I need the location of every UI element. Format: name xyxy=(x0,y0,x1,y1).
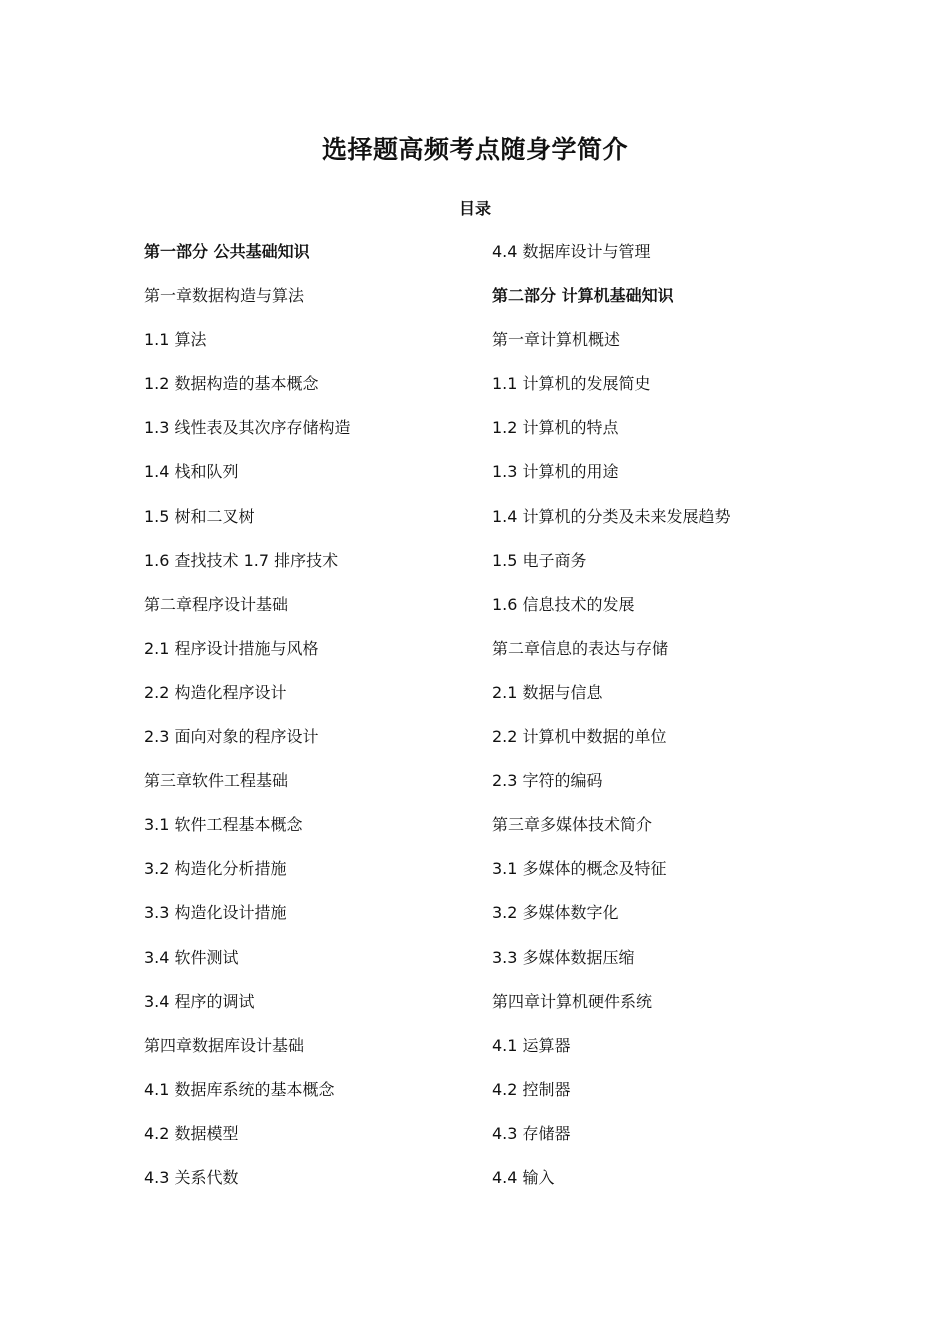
toc-entry-section: 2.1 程序设计措施与风格 xyxy=(144,638,319,658)
toc-entry-section: 1.6 查找技术 1.7 排序技术 xyxy=(144,550,339,570)
toc-right-column xyxy=(492,239,822,1209)
toc-entry-section: 4.4 数据库设计与管理 xyxy=(492,242,651,261)
toc-entry-section: 3.1 软件工程基本概念 xyxy=(144,815,303,835)
toc-entry-section: 4.3 关系代数 xyxy=(144,1167,239,1187)
toc-entry-section: 4.3 存储器 xyxy=(492,1123,571,1143)
toc-entry-chapter: 第一章数据构造与算法 xyxy=(144,286,305,306)
toc-entry-section: 3.3 构造化设计措施 xyxy=(144,903,287,923)
toc-entry-part: 第一部分 公共基础知识 xyxy=(144,242,310,261)
toc-entry-section: 4.2 控制器 xyxy=(492,1079,571,1099)
document-title: 选择题高频考点随身学简介 xyxy=(321,135,628,164)
toc-entry-section: 3.3 多媒体数据压缩 xyxy=(492,947,635,967)
toc-entry-section: 1.1 计算机的发展简史 xyxy=(492,374,651,394)
toc-entry-chapter: 第三章软件工程基础 xyxy=(144,771,289,791)
toc-entry-section: 1.4 计算机的分类及未来发展趋势 xyxy=(492,506,731,526)
toc-entry-section: 1.2 数据构造的基本概念 xyxy=(144,374,319,394)
toc-entry-chapter: 第二章程序设计基础 xyxy=(144,594,289,614)
toc-entry-chapter: 第四章数据库设计基础 xyxy=(144,1035,305,1055)
toc-entry-part: 第二部分 计算机基础知识 xyxy=(492,286,674,306)
toc-entry-chapter: 第四章计算机硬件系统 xyxy=(492,991,653,1011)
toc-entry-section: 4.1 数据库系统的基本概念 xyxy=(144,1079,335,1099)
toc-entry-chapter: 第三章多媒体技术简介 xyxy=(492,815,653,835)
toc-entry-section: 3.2 多媒体数字化 xyxy=(492,903,619,923)
toc-entry-section: 1.5 电子商务 xyxy=(492,550,587,570)
toc-entry-section: 1.1 算法 xyxy=(144,330,207,350)
toc-entry-section: 1.5 树和二叉树 xyxy=(144,506,255,526)
toc-entry-section: 2.2 构造化程序设计 xyxy=(144,682,287,702)
toc-entry-section: 1.4 栈和队列 xyxy=(144,462,239,482)
toc-entry-section: 4.4 输入 xyxy=(492,1167,555,1187)
toc-entry-section: 2.3 面向对象的程序设计 xyxy=(144,727,319,747)
toc-entry-section: 2.1 数据与信息 xyxy=(492,682,603,702)
toc-entry-chapter: 第一章计算机概述 xyxy=(492,330,621,350)
toc-entry-section: 3.4 软件测试 xyxy=(144,947,239,967)
toc-entry-section: 1.3 线性表及其次序存储构造 xyxy=(144,418,351,438)
toc-entry-section: 3.4 程序的调试 xyxy=(144,991,255,1011)
toc-entry-section: 3.1 多媒体的概念及特征 xyxy=(492,859,667,879)
toc-entry-section: 4.2 数据模型 xyxy=(144,1123,239,1143)
toc-entry-section: 3.2 构造化分析措施 xyxy=(144,859,287,879)
toc-entry-section: 2.2 计算机中数据的单位 xyxy=(492,727,667,747)
toc-entry-section: 2.3 字符的编码 xyxy=(492,771,603,791)
toc-left-column xyxy=(144,239,474,1209)
toc-entry-section: 1.3 计算机的用途 xyxy=(492,462,619,482)
toc-heading: 目录 xyxy=(458,199,491,218)
toc-entry-section: 1.6 信息技术的发展 xyxy=(492,594,635,614)
toc-entry-section: 1.2 计算机的特点 xyxy=(492,418,619,438)
toc-entry-chapter: 第二章信息的表达与存储 xyxy=(492,638,669,658)
toc-entry-section: 4.1 运算器 xyxy=(492,1035,571,1055)
